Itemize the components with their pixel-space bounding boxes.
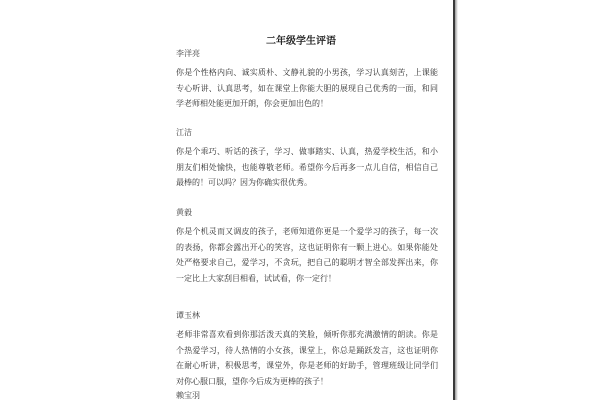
comment-text: 老师非常喜欢看到你那活泼天真的笑脸，倾听你那充满激情的朗读。你是个热爱学习，待人热情的小女孩，课堂上，你总是踊跃发言，这也证明你在耐心听讲，积极思考，课堂外，你是老师的好助手，管理班级让同学们对你心服口服，望你今后成为更棒的孩子！ xyxy=(176,330,438,386)
student-name: 谭玉林 xyxy=(176,311,200,320)
document-page xyxy=(149,0,453,400)
document-title: 二年级学生评语 xyxy=(266,36,336,47)
comment-entry xyxy=(176,49,438,112)
comment-text: 你是个机灵而又调皮的孩子，老师知道你更是一个爱学习的孩子，每一次的表扬，你都会露出开心的笑容，这也证明你有一颗上进心。如果你能处处严格要求自己，爱学习，不贪玩，把自己的聪明才智全部发挥出来，你一定比上大家刮目相看，试试看，你一定行！ xyxy=(176,227,438,283)
comment-entry xyxy=(176,391,438,400)
student-name: 李洋亮 xyxy=(176,49,200,58)
comment-entry xyxy=(176,311,438,389)
comment-entry xyxy=(176,128,438,191)
comment-text: 你是个乖巧、听话的孩子，学习、做事踏实、认真，热爱学校生活，和小朋友们相处愉快，也能尊敬老师。希望你今后再多一点儿自信，相信自己最棒的！可以吗？因为你确实很优秀。 xyxy=(176,147,438,188)
student-name: 赖宝羽 xyxy=(176,391,200,400)
comment-text: 你是个性格内向、诚实质朴、文静礼貌的小男孩，学习认真刻苦，上课能专心听讲、认真思考，如在课堂上你能大胆的展现自己优秀的一面，和同学老师相处能更加开朗，你会更加出色的！ xyxy=(176,68,438,109)
student-name: 黄毅 xyxy=(176,208,192,217)
student-name: 江洁 xyxy=(176,128,192,137)
page-shadow xyxy=(455,0,458,400)
comment-entry xyxy=(176,208,438,286)
